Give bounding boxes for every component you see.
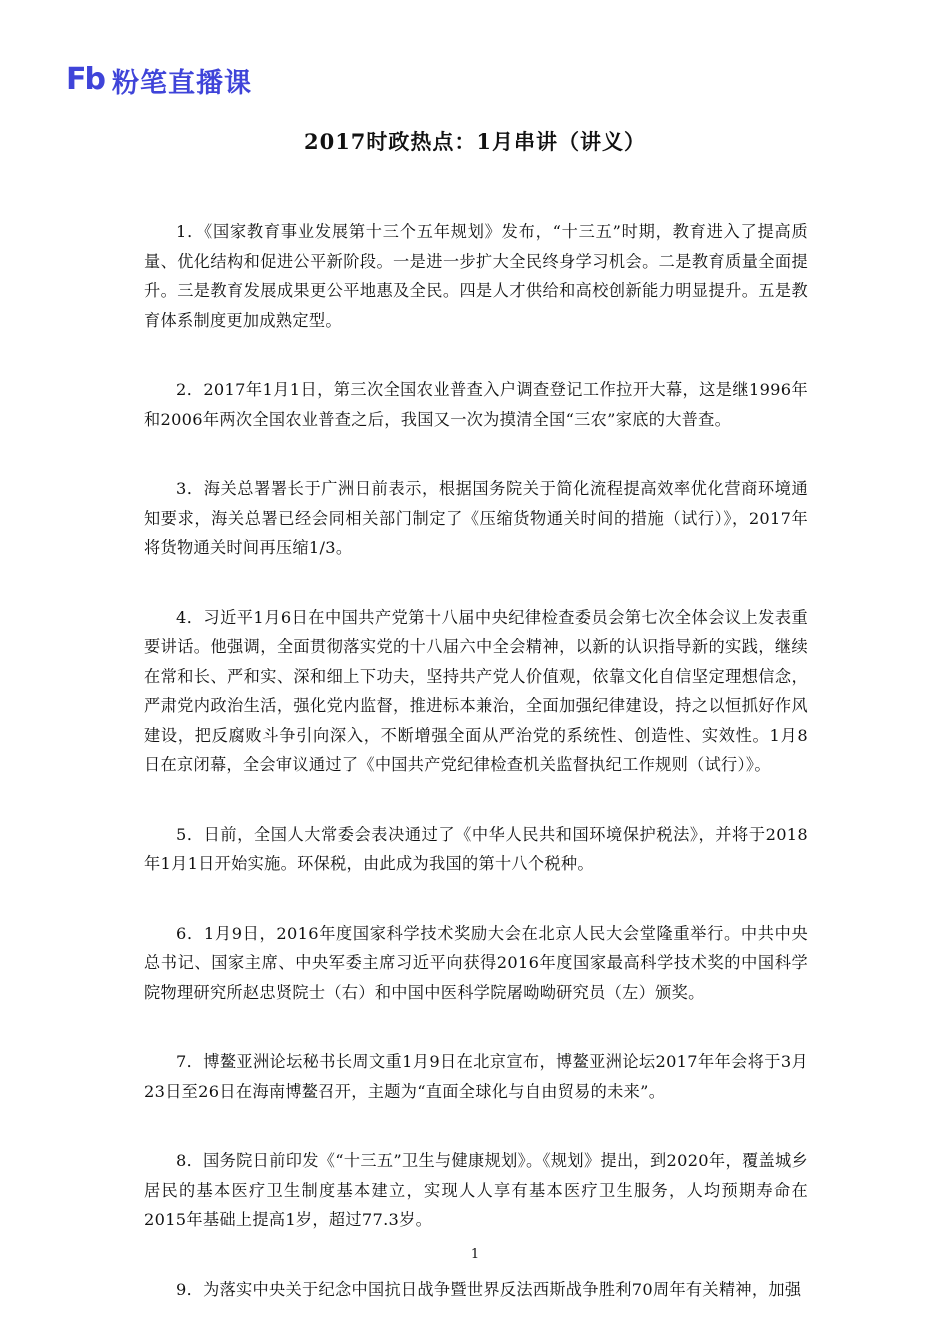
fb-logo-icon	[66, 62, 104, 97]
paragraph-2: 2．2017年1月1日，第三次全国农业普查入户调查登记工作拉开大幕，这是继1996年和2006年两次全国农业普查之后，我国又一次为摸清全国“三农”家底的大普查。	[144, 380, 808, 429]
paragraph-7: 7．博鳌亚洲论坛秘书长周文重1月9日在北京宣布，博鳌亚洲论坛2017年年会将于3月23日至26日在海南博鳌召开，主题为“直面全球化与自由贸易的未来”。	[144, 1052, 808, 1101]
document-title: 2017时政热点：1月串讲（讲义）	[303, 129, 647, 154]
paragraph-3: 3．海关总署署长于广洲日前表示，根据国务院关于简化流程提高效率优化营商环境通知要求，海关总署已经会同相关部门制定了《压缩货物通关时间的措施（试行）》，2017年将货物通关时间再压缩1/3。	[144, 479, 808, 557]
document-body	[144, 217, 808, 1344]
paragraph-8: 8．国务院日前印发《“十三五”卫生与健康规划》。《规划》提出，到2020年，覆盖城乡居民的基本医疗卫生制度基本建立，实现人人享有基本医疗卫生服务，人均预期寿命在2015年基础上提高1岁，超过77.3岁。	[144, 1151, 808, 1229]
logo-text: 粉笔直播课	[111, 67, 252, 99]
paragraph-9: 9．为落实中央关于纪念中国抗日战争暨世界反法西斯战争胜利70周年有关精神，加强	[176, 1279, 802, 1299]
paragraph-6: 6．1月9日，2016年度国家科学技术奖励大会在北京人民大会堂隆重举行。中共中央总书记、国家主席、中央军委主席习近平向获得2016年度国家最高科学技术奖的中国科学院物理研究所赵忠贤院士（右）和中国中医科学院屠呦呦研究员（左）颁奖。	[144, 923, 808, 1002]
paragraph-4: 4．习近平1月6日在中国共产党第十八届中央纪律检查委员会第七次全体会议上发表重要讲话。他强调，全面贯彻落实党的十八届六中全会精神，以新的认识指导新的实践，继续在常和长、严和实、深和细上下功夫，坚持共产党人价值观，依靠文化自信坚定理想信念，严肃党内政治生活，强化党内监督，推进标本兼治，全面加强纪律建设，持之以恒抓好作风建设，把反腐败斗争引向深入，不断增强全面从严治党的系统性、创造性、实效性。1月8日在京闭幕，全会审议通过了《中国共产党纪律检查机关监督执纪工作规则（试行）》。	[144, 607, 808, 774]
logo-mark-text: Fb	[66, 62, 104, 97]
paragraph-5: 5．日前，全国人大常委会表决通过了《中华人民共和国环境保护税法》，并将于2018年1月1日开始实施。环保税，由此成为我国的第十八个税种。	[144, 824, 808, 873]
paragraph-1: 1．《国家教育事业发展第十三个五年规划》发布，“十三五”时期，教育进入了提高质量、优化结构和促进公平新阶段。一是进一步扩大全民终身学习机会。二是教育质量全面提升。三是教育发展成果更公平地惠及全民。四是人才供给和高校创新能力明显提升。五是教育体系制度更加成熟定型。	[144, 222, 808, 330]
brand-logo	[66, 62, 252, 98]
page-number: 1	[470, 1247, 480, 1262]
